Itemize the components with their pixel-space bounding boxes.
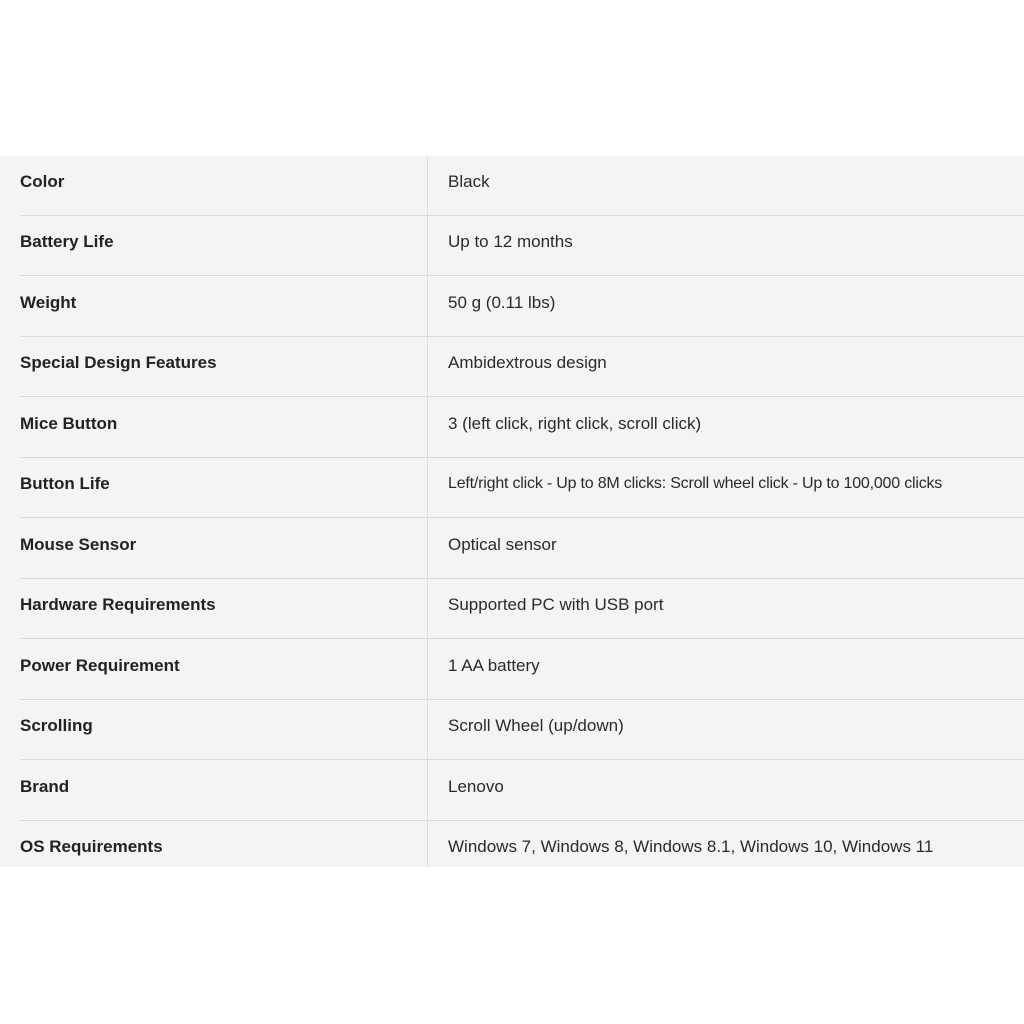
spec-row-color bbox=[0, 156, 1024, 216]
spec-label: Brand bbox=[20, 777, 70, 796]
row-separator bbox=[20, 759, 1024, 760]
spec-row-button-life bbox=[0, 458, 1024, 518]
spec-value: Left/right click - Up to 8M clicks: Scroll wheel click - Up to 100,000 clicks bbox=[448, 475, 943, 492]
spec-label: Weight bbox=[20, 293, 77, 312]
spec-row-scrolling bbox=[0, 700, 1024, 760]
spec-label: Power Requirement bbox=[20, 656, 180, 675]
spec-value: Ambidextrous design bbox=[448, 353, 607, 372]
spec-row-mouse-sensor bbox=[0, 519, 1024, 579]
spec-label: Battery Life bbox=[20, 232, 114, 251]
spec-row-mice-button bbox=[0, 398, 1024, 458]
row-separator bbox=[20, 517, 1024, 518]
spec-row-os-requirements bbox=[0, 821, 1024, 881]
spec-value: Supported PC with USB port bbox=[448, 595, 664, 614]
spec-row-special-design-features bbox=[0, 337, 1024, 397]
spec-value: Lenovo bbox=[448, 777, 504, 796]
spec-row-weight bbox=[0, 277, 1024, 337]
spec-label: Button Life bbox=[20, 474, 110, 493]
spec-value: 1 AA battery bbox=[448, 656, 540, 675]
spec-label: Color bbox=[20, 172, 65, 191]
spec-value: 50 g (0.11 lbs) bbox=[448, 293, 556, 312]
spec-label: Mice Button bbox=[20, 414, 118, 433]
spec-row-battery-life bbox=[0, 216, 1024, 276]
spec-value: Black bbox=[448, 172, 490, 191]
spec-label: Scrolling bbox=[20, 716, 93, 735]
spec-row-hardware-requirements bbox=[0, 579, 1024, 639]
spec-value: Scroll Wheel (up/down) bbox=[448, 716, 624, 735]
spec-value: Windows 7, Windows 8, Windows 8.1, Windows 10, Windows 11 bbox=[448, 837, 934, 856]
spec-value: 3 (left click, right click, scroll click) bbox=[448, 414, 702, 433]
spec-value: Up to 12 months bbox=[448, 232, 573, 251]
spec-label: Mouse Sensor bbox=[20, 535, 137, 554]
spec-label: Special Design Features bbox=[20, 353, 217, 372]
row-separator bbox=[20, 638, 1024, 639]
specifications-table bbox=[0, 156, 1024, 867]
spec-row-brand bbox=[0, 761, 1024, 821]
row-separator bbox=[20, 275, 1024, 276]
spec-row-power-requirement bbox=[0, 640, 1024, 700]
spec-label: Hardware Requirements bbox=[20, 595, 216, 614]
spec-label: OS Requirements bbox=[20, 837, 163, 856]
spec-value: Optical sensor bbox=[448, 535, 557, 554]
row-separator bbox=[20, 396, 1024, 397]
